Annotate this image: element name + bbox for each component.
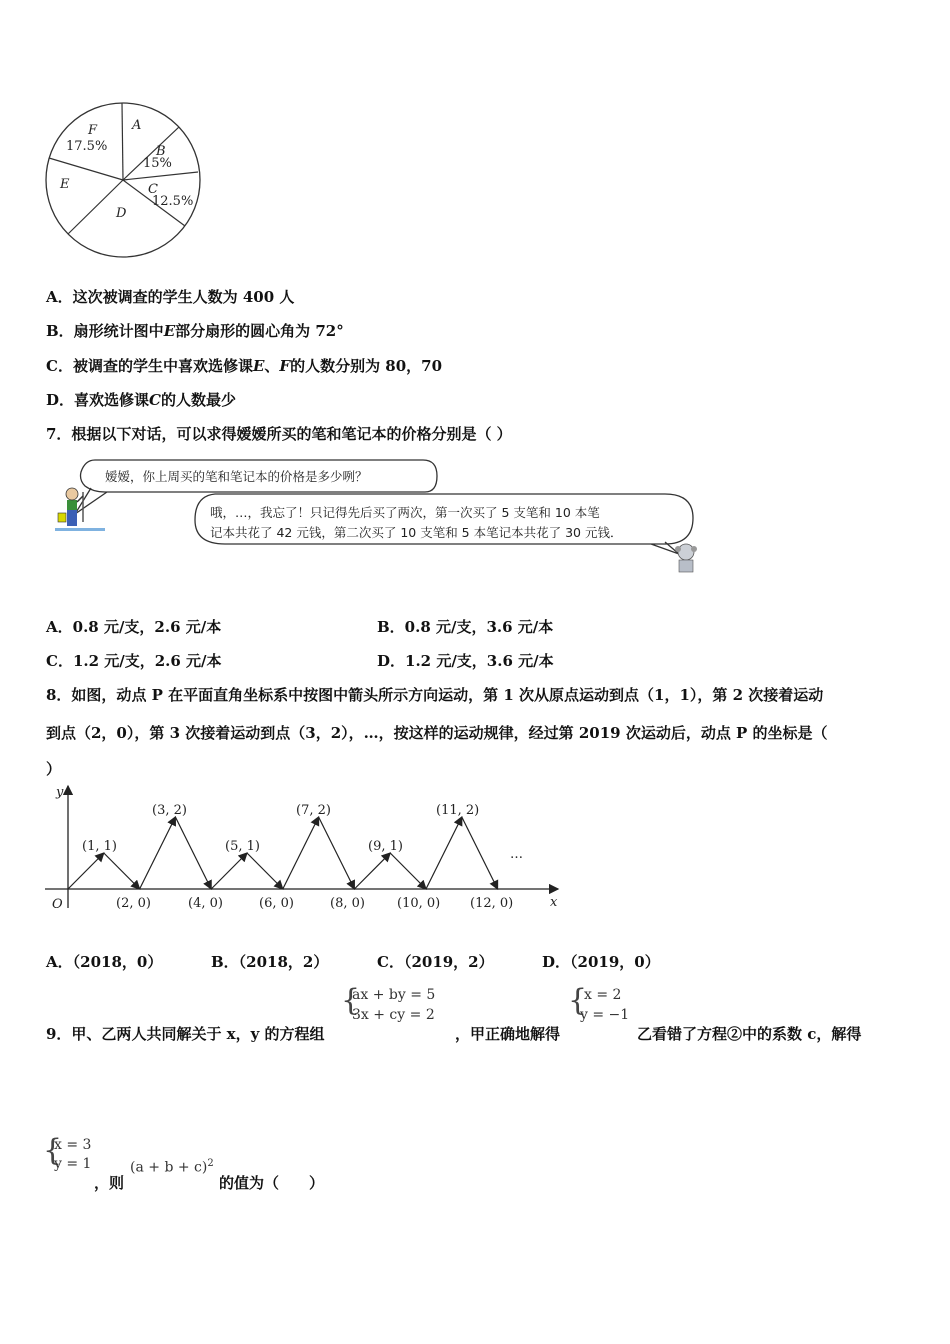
peak-label: (11, 2) [436, 803, 480, 818]
path-segment-arrow [104, 853, 140, 889]
pie-label-e: E [60, 177, 70, 192]
q6-option-c [46, 355, 442, 376]
pie-label-c: C [148, 182, 158, 197]
base-label: (10, 0) [397, 896, 441, 911]
q6-option-c-sep: 、 [264, 357, 280, 375]
speech-bubble-1-text: 嫒嫒，你上周买的笔和笔记本的价格是多少咧？ [105, 469, 368, 484]
pie-divider-ab [123, 127, 179, 180]
q9-solution2-brace: { [43, 1133, 63, 1168]
q9-stem-tail: 的值为（ ） [219, 1174, 325, 1192]
q6-option-d-post: 的人数最少 [160, 391, 236, 409]
peak-label: (7, 2) [296, 803, 331, 818]
pie-label-a: A [132, 118, 142, 133]
zigzag-path-graph [40, 780, 570, 920]
q9-solution1-brace: { [568, 983, 588, 1018]
q9-stem-then: ，则 [94, 1174, 125, 1192]
q6-option-b-pre: B．扇形统计图中 [46, 322, 164, 340]
path-segment-arrow [319, 817, 355, 889]
base-label: (6, 0) [259, 896, 294, 911]
q9-expression [130, 1158, 214, 1176]
pie-percent-c: 12.5% [152, 194, 194, 209]
path-segment-arrow [283, 817, 319, 889]
q9-solution2-x: x = 3 [54, 1137, 92, 1153]
q6-option-c-var2: F [279, 357, 291, 375]
path-segment-arrow [426, 817, 462, 889]
q6-option-d [46, 389, 236, 410]
base-label: (8, 0) [330, 896, 365, 911]
path-segment-arrow [68, 853, 104, 889]
q6-option-b-post: 部分扇形的圆心角为 72° [175, 322, 344, 340]
peak-label: (3, 2) [152, 803, 187, 818]
q8-stem-line3: ） [46, 760, 62, 778]
q9-expression-exponent: 2 [207, 1158, 214, 1169]
path-segment-arrow [390, 853, 426, 889]
q6-option-c-var1: E [252, 357, 265, 375]
base-label: (12, 0) [470, 896, 514, 911]
q9-system-eq1: ax + by = 5 [352, 987, 436, 1003]
q6-option-b-var: E [163, 322, 176, 340]
path-segment-arrow [175, 817, 211, 889]
q9-system-eq2: 3x + cy = 2 [352, 1007, 435, 1023]
q9-stem-pre: 9．甲、乙两人共同解关于 x，y 的方程组 [46, 1025, 325, 1043]
peak-label: (5, 1) [225, 839, 260, 854]
base-label: (4, 0) [188, 896, 223, 911]
q8-option-b: B．（2018，2） [211, 953, 329, 971]
q8-option-d: D．（2019，0） [542, 953, 660, 971]
q9-solution1-y: y = −1 [580, 1007, 630, 1023]
axis-x-label: x [550, 895, 558, 910]
speech-bubble-2-text-line2: 记本共花了 42 元钱，第二次买了 10 支笔和 5 本笔记本共花了 30 元钱． [210, 525, 623, 540]
q9-solution2-y: y = 1 [54, 1156, 92, 1172]
path-segment-arrow [211, 853, 247, 889]
q7-stem: 7．根据以下对话，可以求得嫒嫒所买的笔和笔记本的价格分别是（ ） [46, 425, 512, 443]
girl-figure-icon [675, 544, 697, 572]
origin-label: O [52, 897, 63, 912]
q8-option-a: A．（2018，0） [46, 953, 163, 971]
q6-option-d-var: C [149, 391, 161, 409]
q8-stem-line2: 到点（2，0），第 3 次接着运动到点（3，2），…，按这样的运动规律，经过第 2019 次运动后，动点 P 的坐标是（ [46, 724, 828, 742]
base-label: (2, 0) [116, 896, 151, 911]
q7-option-b: B．0.8 元/支，3.6 元/本 [377, 618, 554, 636]
pie-divider-af [122, 103, 123, 180]
pie-label-f: F [88, 123, 98, 138]
pie-label-d: D [116, 206, 127, 221]
q9-expression-base: (a + b + c) [130, 1159, 208, 1176]
pie-percent-b: 15% [143, 156, 172, 171]
q7-option-c: C．1.2 元/支，2.6 元/本 [46, 652, 222, 670]
q7-option-d: D．1.2 元/支，3.6 元/本 [377, 652, 554, 670]
ellipsis-label: … [510, 847, 523, 862]
zigzag-segments [68, 817, 498, 889]
path-segment-arrow [354, 853, 390, 889]
q9-stem-mid: ，甲正确地解得 [455, 1025, 561, 1043]
q8-option-c: C．（2019，2） [377, 953, 494, 971]
q6-option-c-post: 的人数分别为 80，70 [290, 357, 443, 375]
q7-option-a: A．0.8 元/支，2.6 元/本 [46, 618, 222, 636]
peak-label: (1, 1) [82, 839, 117, 854]
pie-divider-bc [123, 172, 198, 180]
q6-option-a: A．这次被调查的学生人数为 400 人 [46, 288, 295, 306]
q6-option-c-pre: C．被调查的学生中喜欢选修课 [46, 357, 253, 375]
q9-system-brace: { [341, 983, 361, 1018]
path-segment-arrow [140, 817, 176, 889]
q8-stem-line1: 8．如图，动点 P 在平面直角坐标系中按图中箭头所示方向运动，第 1 次从原点运动到点（1，1），第 2 次接着运动 [46, 686, 824, 704]
pie-chart [40, 100, 210, 265]
speech-bubble-2-text-line1: 哦，…，我忘了！只记得先后买了两次，第一次买了 5 支笔和 10 本笔 [210, 505, 600, 520]
pie-divider-de [68, 180, 123, 234]
path-segment-arrow [462, 817, 498, 889]
pie-percent-f: 17.5% [66, 139, 108, 154]
peak-label: (9, 1) [368, 839, 403, 854]
q9-stem-post: 乙看错了方程②中的系数 c，解得 [637, 1025, 862, 1043]
axis-y-label: y [56, 785, 64, 800]
q9-solution1-x: x = 2 [584, 987, 622, 1003]
pie-label-b: B [156, 144, 166, 159]
q6-option-d-pre: D．喜欢选修课 [46, 391, 150, 409]
path-segment-arrow [247, 853, 283, 889]
q6-option-b [46, 320, 344, 341]
